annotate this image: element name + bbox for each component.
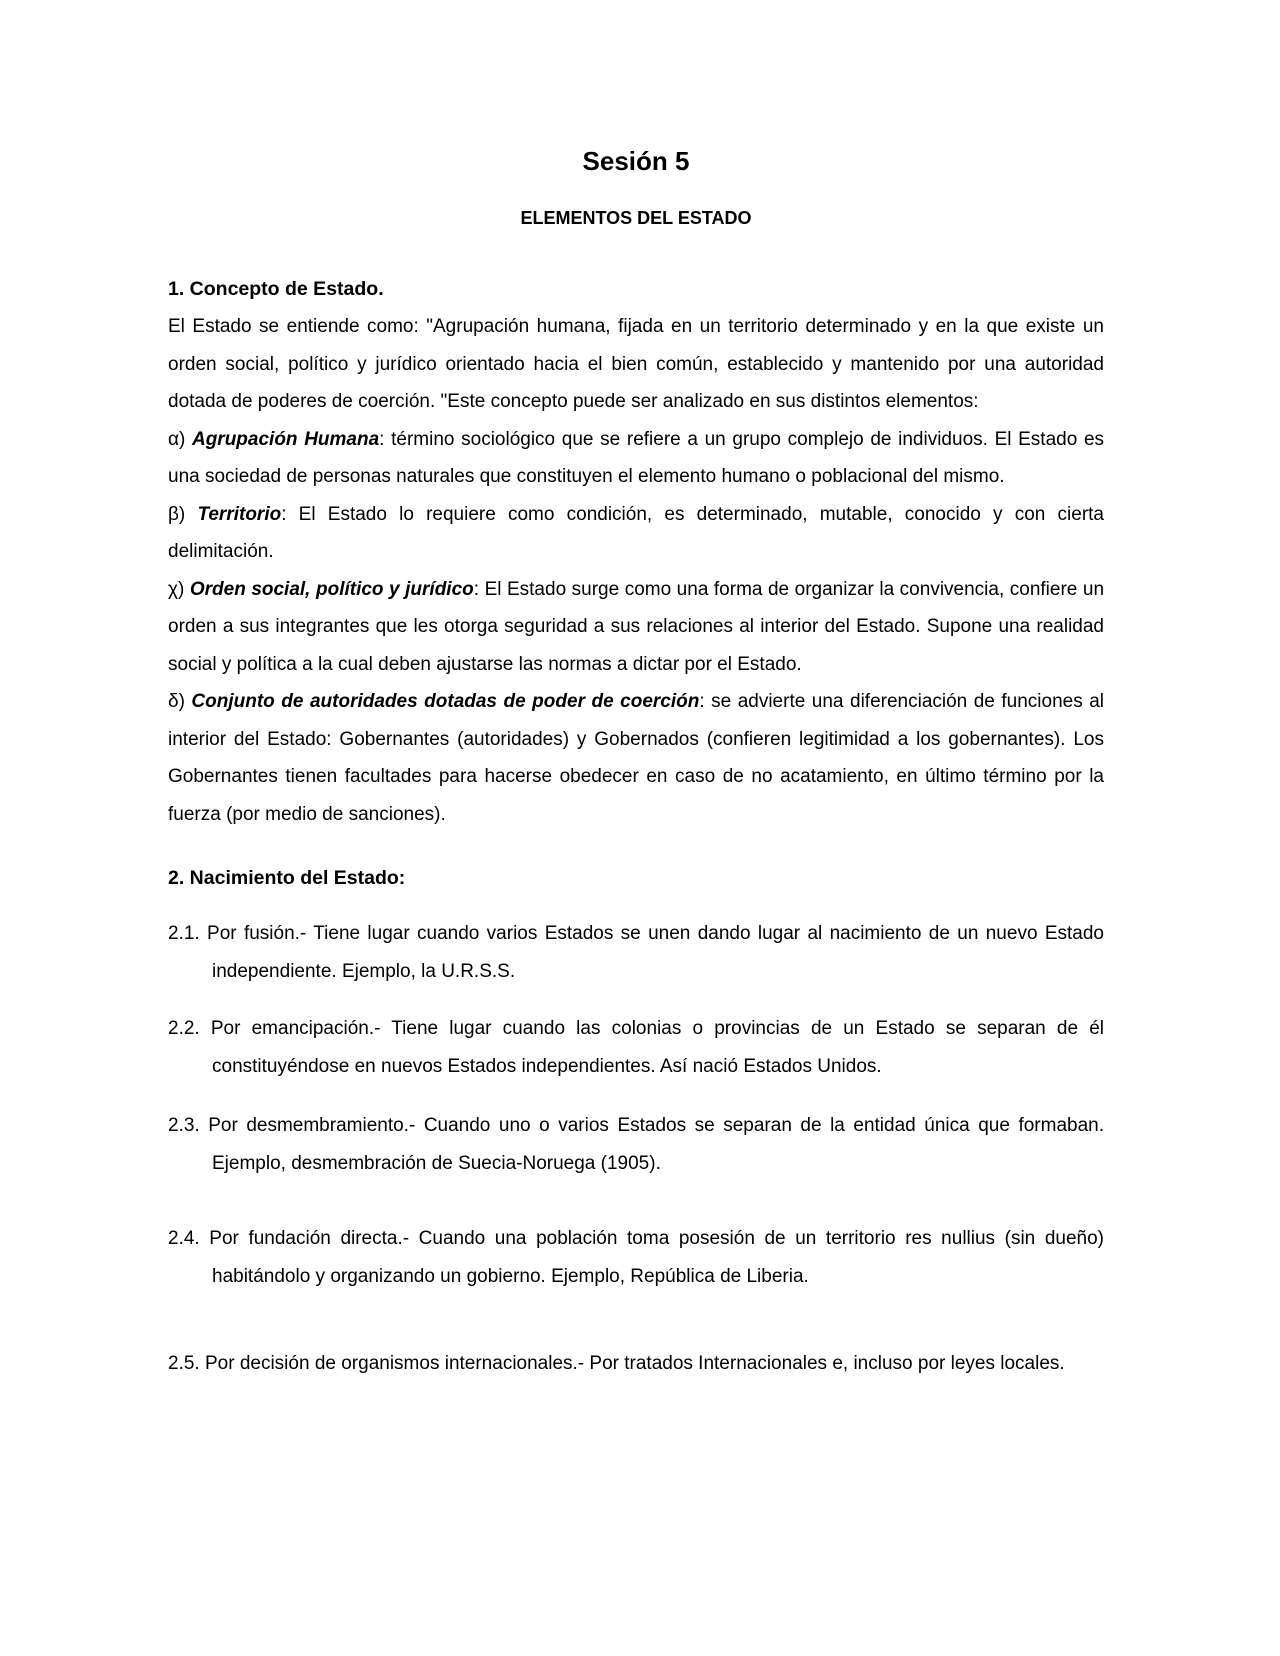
document-content bbox=[168, 0, 1104, 1383]
element-paragraph-chi bbox=[168, 571, 1104, 684]
list-item-2-5 bbox=[168, 1345, 1104, 1383]
element-text: : El Estado lo requiere como condición, es determinado, mutable, conocido y con cierta delimitación. bbox=[168, 503, 1105, 562]
list-item-number: 2.2. bbox=[168, 1018, 200, 1039]
section-2-heading: 2. Nacimiento del Estado: bbox=[168, 867, 406, 889]
section-1-heading: 1. Concepto de Estado. bbox=[168, 278, 384, 300]
greek-letter-alpha: α) bbox=[168, 428, 186, 450]
element-text: : se advierte una diferenciación de funciones al interior del Estado: Gobernantes (autoridades) y Gobernados (confieren legitimidad a los gobernantes). Los Gobernantes tienen facultades para hacerse obedecer en caso de no acatamiento, en último término por la fuerza (por medio de sanciones). bbox=[168, 691, 1105, 825]
greek-letter-delta: δ) bbox=[168, 691, 185, 712]
list-item-2-3 bbox=[168, 1107, 1104, 1182]
list-item-text: Por fundación directa.- Cuando una población toma posesión de un territorio res nullius (sin dueño) habitándolo y organizando un gobierno. Ejemplo, República de Liberia. bbox=[209, 1228, 1104, 1287]
page-subtitle: ELEMENTOS DEL ESTADO bbox=[520, 208, 752, 228]
list-item-number: 2.5. bbox=[168, 1353, 200, 1374]
list-item-text: Por decisión de organismos internacionales.- Por tratados Internacionales e, incluso por leyes locales. bbox=[204, 1353, 1065, 1374]
section-1-body bbox=[168, 308, 1104, 833]
list-item-number: 2.1. bbox=[168, 923, 200, 944]
element-paragraph-delta bbox=[168, 683, 1104, 833]
element-term: Territorio bbox=[197, 503, 282, 525]
list-item-number: 2.4. bbox=[168, 1228, 200, 1249]
greek-letter-chi: χ) bbox=[168, 578, 185, 600]
element-term: Orden social, político y jurídico bbox=[189, 578, 474, 600]
element-term: Conjunto de autoridades dotadas de poder de coerción bbox=[191, 691, 700, 712]
list-item-2-4 bbox=[168, 1220, 1104, 1295]
list-item-text: Por desmembramiento.- Cuando uno o varios Estados se separan de la entidad única que formaban. Ejemplo, desmembración de Suecia-Noruega (1905). bbox=[208, 1115, 1104, 1174]
list-item-2-1 bbox=[168, 915, 1104, 990]
element-paragraph-alpha bbox=[168, 421, 1104, 496]
list-item-2-2 bbox=[168, 1010, 1104, 1085]
list-item-text: Por emancipación.- Tiene lugar cuando las colonias o provincias de un Estado se separan de él constituyéndose en nuevos Estados independientes. Así nació Estados Unidos. bbox=[210, 1018, 1105, 1077]
list-item-number: 2.3. bbox=[168, 1115, 200, 1136]
greek-letter-beta: β) bbox=[168, 503, 186, 525]
element-text: : El Estado surge como una forma de organizar la convivencia, confiere un orden a sus integrantes que les otorga seguridad a sus relaciones al interior del Estado. Supone una realidad social y política a la cual deben ajustarse las normas a dictar por el Estado. bbox=[168, 578, 1105, 675]
element-text: : término sociológico que se refiere a un grupo complejo de individuos. El Estado es una sociedad de personas naturales que constituyen el elemento humano o poblacional del mismo. bbox=[168, 428, 1105, 487]
list-item-text: Por fusión.- Tiene lugar cuando varios Estados se unen dando lugar al nacimiento de un nuevo Estado independiente. Ejemplo, la U.R.S.S. bbox=[207, 923, 1104, 982]
element-term: Agrupación Humana bbox=[191, 428, 380, 450]
element-paragraph-beta bbox=[168, 496, 1104, 571]
page-title: Sesión 5 bbox=[582, 146, 690, 176]
section-2-list bbox=[168, 915, 1104, 1383]
concept-intro-paragraph: El Estado se entiende como: "Agrupación humana, fijada en un territorio determinado y en la que existe un orden social, político y jurídico orientado hacia el bien común, establecido y mantenido por una autoridad dotada de poderes de coerción. "Este concepto puede ser analizado en sus distintos elementos: bbox=[168, 316, 1104, 412]
